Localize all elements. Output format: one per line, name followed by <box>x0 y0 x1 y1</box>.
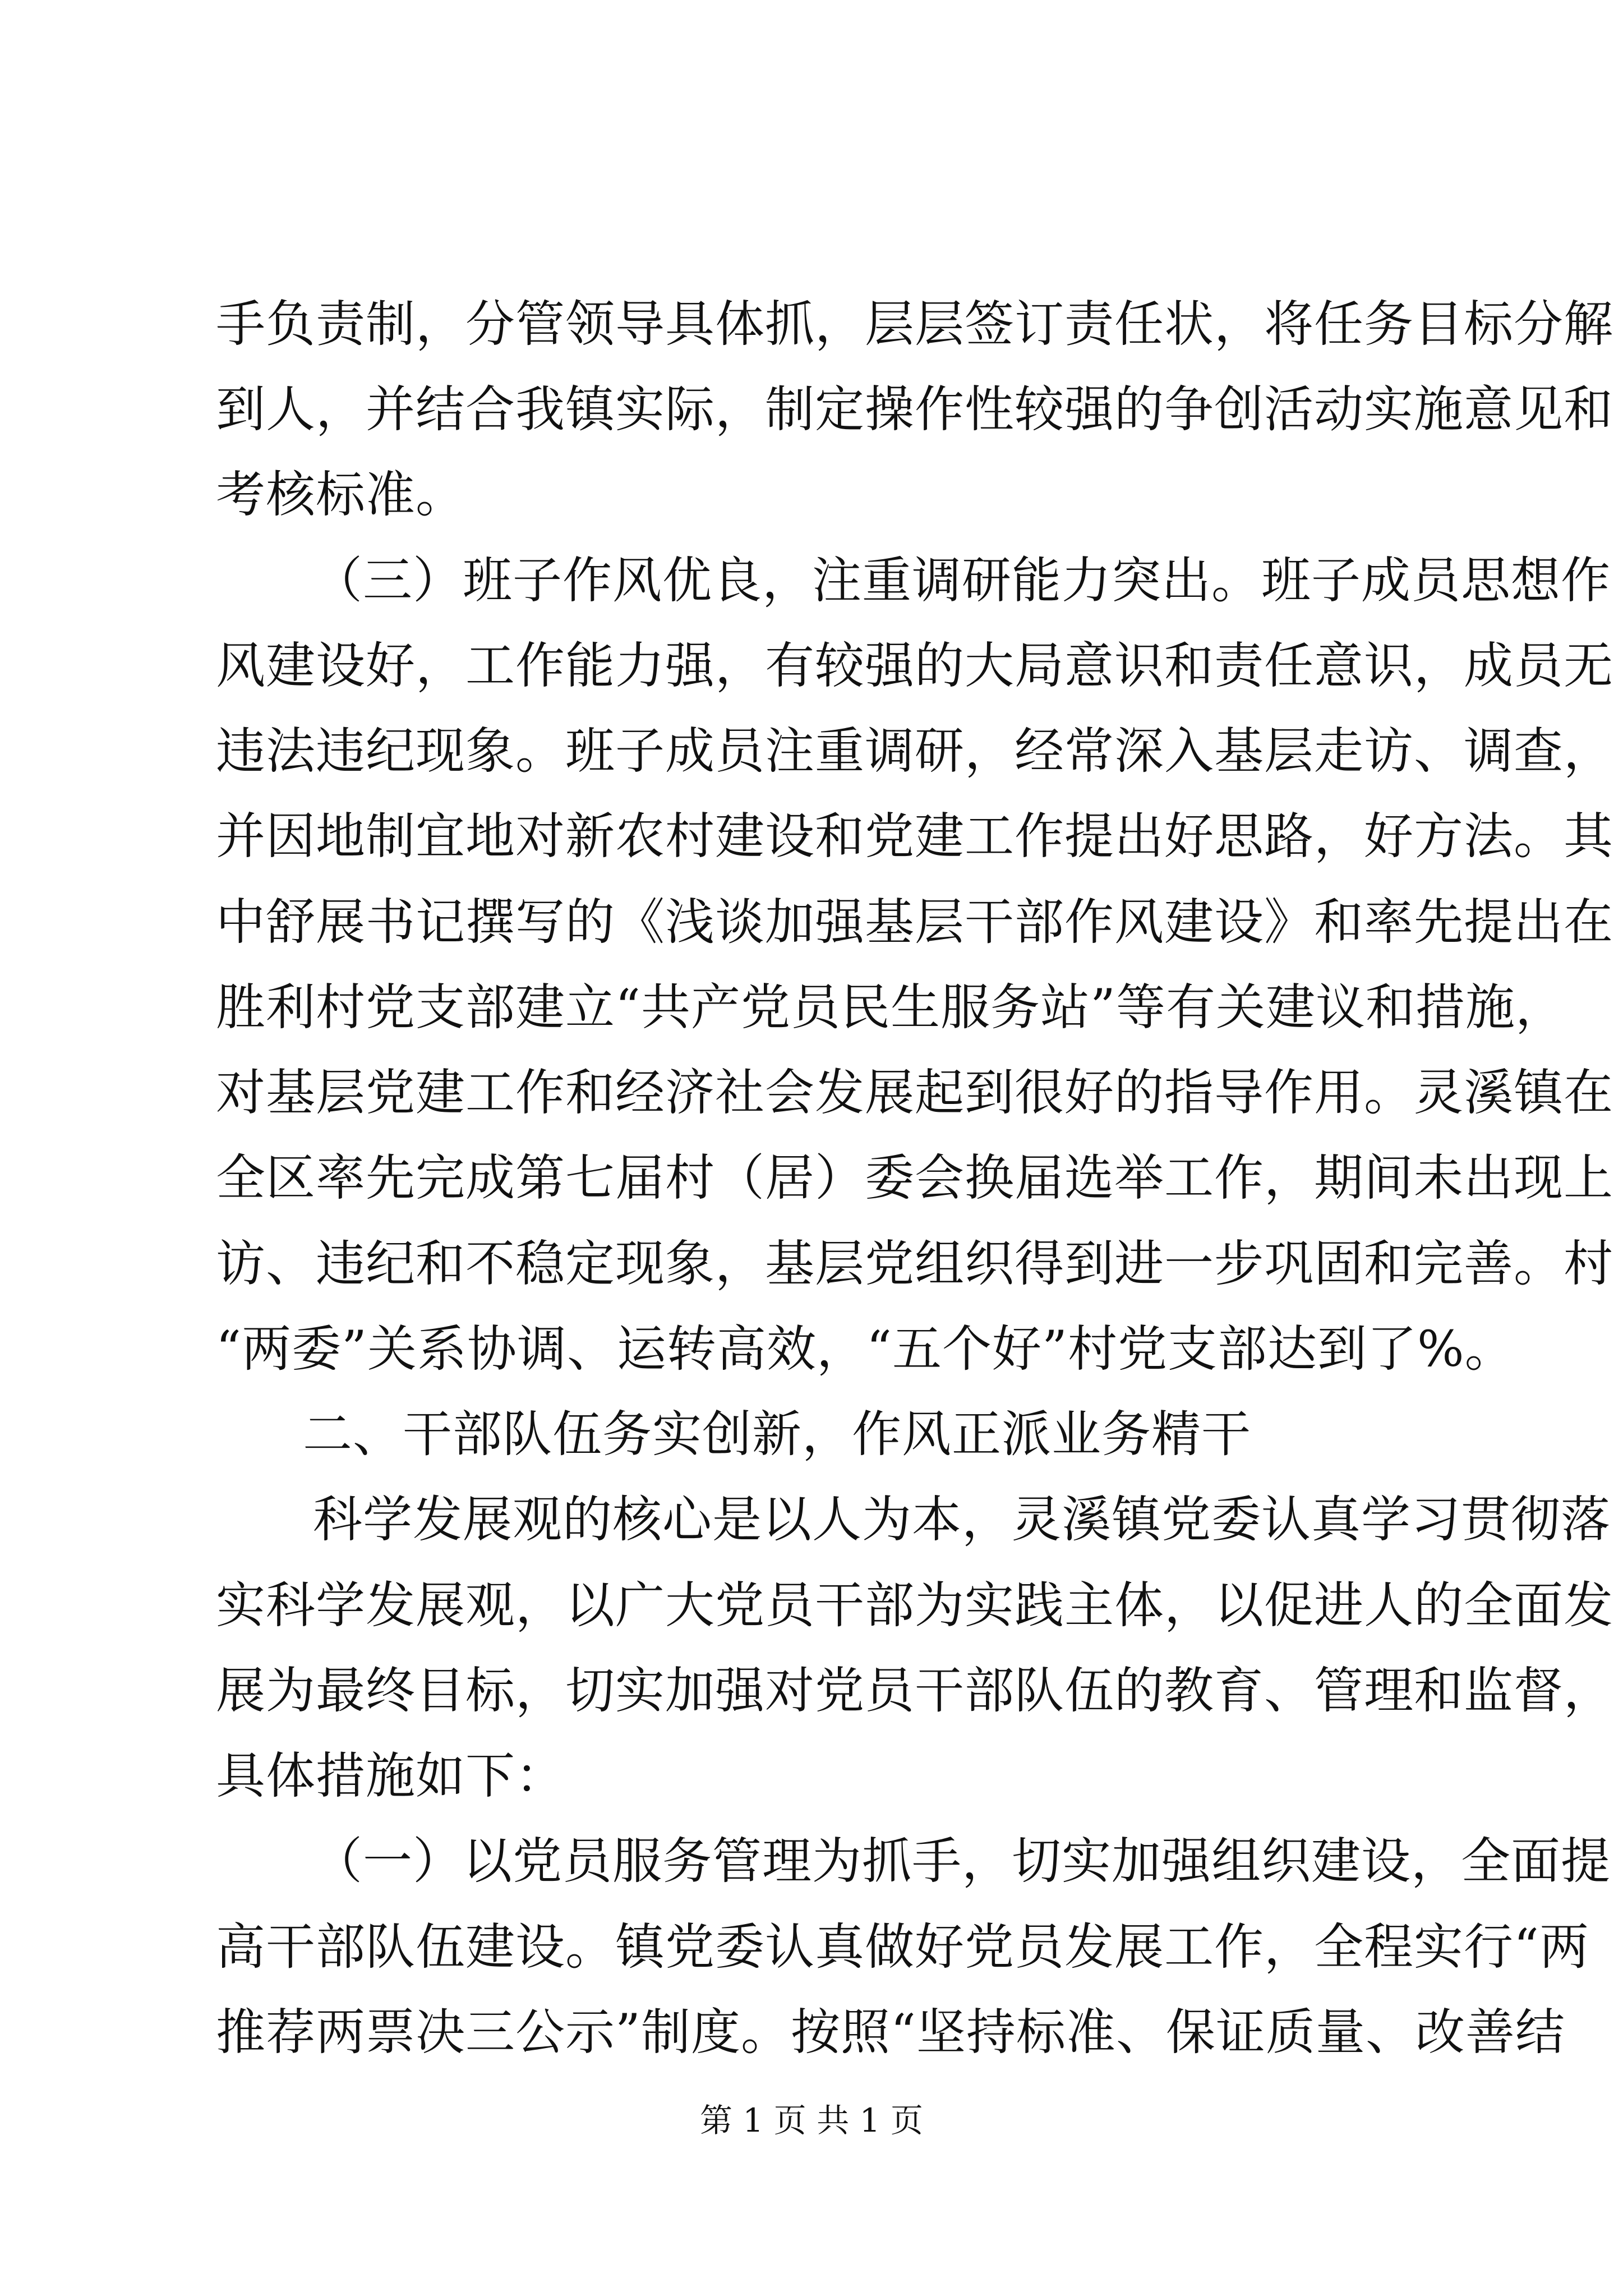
body-line-5: 风建设好，工作能力强，有较强的大局意识和责任意识，成员无 <box>216 637 1614 694</box>
body-line-16: 实科学发展观，以广大党员干部为实践主体，以促进人的全面发 <box>216 1576 1614 1634</box>
body-line-21: 推荐两票决三公示”制度。按照“坚持标准、保证质量、改善结 <box>216 2003 1565 2061</box>
body-line-15: 科学发展观的核心是以人为本，灵溪镇党委认真学习贯彻落 <box>313 1490 1611 1548</box>
section-heading-3: （三）班子作风优良，注重调研能力突出。班子成员思想作 <box>313 551 1611 609</box>
body-line-17: 展为最终目标，切实加强对党员干部队伍的教育、管理和监督， <box>216 1662 1614 1719</box>
subsection-heading-1: （一）以党员服务管理为抓手，切实加强组织建设，全面提 <box>313 1832 1611 1890</box>
body-line-3: 考核标准。 <box>216 466 466 523</box>
body-line-18: 具体措施如下： <box>216 1747 566 1805</box>
body-line-10: 对基层党建工作和经济社会发展起到很好的指导作用。灵溪镇在 <box>216 1064 1614 1121</box>
body-line-12: 访、违纪和不稳定现象，基层党组织得到进一步巩固和完善。村 <box>216 1235 1614 1292</box>
body-line-7: 并因地制宜地对新农村建设和党建工作提出好思路，好方法。其 <box>216 807 1614 865</box>
body-line-6: 违法违纪现象。班子成员注重调研，经常深入基层走访、调查， <box>216 722 1614 780</box>
page-footer: 第 1 页 共 1 页 <box>700 2101 923 2139</box>
body-line-20: 高干部队伍建设。镇党委认真做好党员发展工作，全程实行“两 <box>216 1918 1589 1976</box>
body-line-13: “两委”关系协调、运转高效，“五个好”村党支部达到了%。 <box>216 1320 1515 1378</box>
body-line-9: 胜利村党支部建立“共产党员民生服务站”等有关建议和措施， <box>216 978 1565 1036</box>
body-line-1: 手负责制，分管领导具体抓，层层签订责任状，将任务目标分解 <box>216 295 1614 353</box>
body-line-8: 中舒展书记撰写的《浅谈加强基层干部作风建设》和率先提出在 <box>216 893 1614 951</box>
section-heading-2: 二、干部队伍务实创新，作风正派业务精干 <box>303 1405 1252 1463</box>
body-line-11: 全区率先完成第七届村（居）委会换届选举工作，期间未出现上 <box>216 1149 1614 1207</box>
body-line-2: 到人，并结合我镇实际，制定操作性较强的争创活动实施意见和 <box>216 380 1614 438</box>
